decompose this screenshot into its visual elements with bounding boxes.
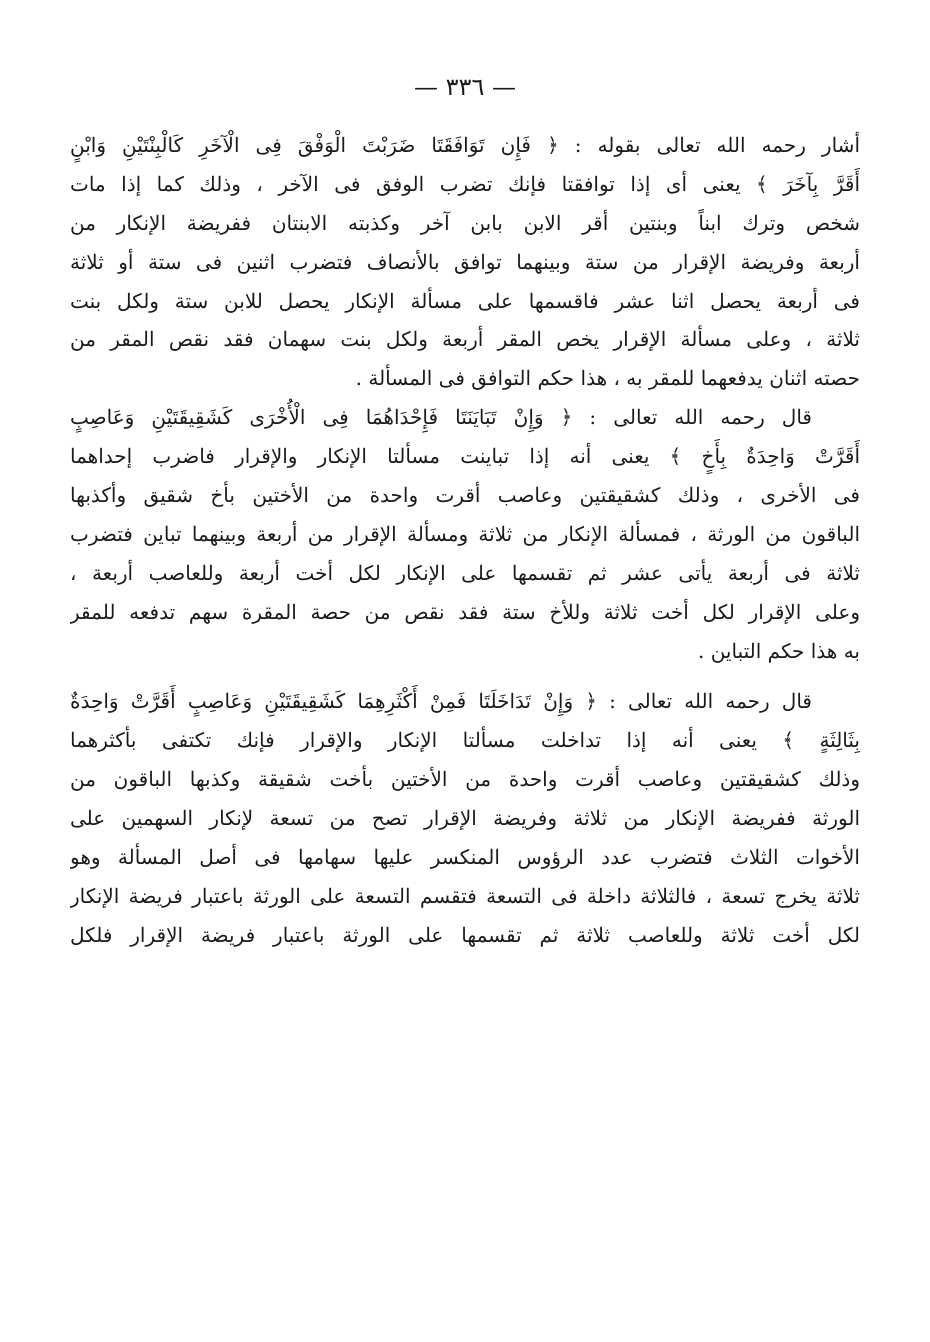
text-line: لكل أخت ثلاثة وللعاصب ثلاثة ثم تقسمها على الورثة باعتبار فريضة الإقرار فلكل: [70, 922, 860, 947]
text-line: فى أربعة يحصل اثنا عشر فاقسمها على مسألة الإنكار يحصل للابن ستة ولكل بنت: [70, 288, 860, 313]
text-line: ثلاثة فى أربعة يأتى عشر ثم تقسمها على الإنكار لكل أخت أربعة وللعاصب أربعة ،: [70, 560, 860, 585]
text-line: أربعة وفريضة الإقرار من ستة وبينهما توافق بالأنصاف فتضرب اثنين فى ستة أو ثلاثة: [70, 249, 860, 274]
text-line: قال رحمه الله تعالى : ﴿ وَإِنْ تَدَاخَلَتَا فَمِنْ أَكْثَرِهِمَا كَشَقِيقَتَيْنِ وَعَاصِبٍ أَقَرَّتْ وَاحِدَةٌ: [70, 689, 812, 714]
text-line: الورثة ففريضة الإنكار من ثلاثة وفريضة الإقرار تصح من تسعة لإنكار السهمين على: [70, 806, 860, 831]
text-line: ثلاثة يخرج تسعة ، فالثلاثة داخلة فى التسعة فتقسم التسعة على الورثة باعتبار فريضة الإنكار: [70, 883, 860, 908]
page-number: — ٣٣٦ —: [414, 73, 516, 101]
paragraph-gap: [70, 670, 860, 682]
text-line: حصته اثنان يدفعهما للمقر به ، هذا حكم التوافق فى المسألة .: [355, 366, 860, 391]
text-line: أَقَرَّ بِآخَرَ ﴾ يعنى أى إذا توافقتا فإنك تضرب الوفق فى الآخر ، وذلك كما إذا مات: [70, 171, 860, 196]
text-line: به هذا حكم التباين .: [697, 638, 860, 663]
text-line: وذلك كشقيقتين وعاصب أقرت واحدة من الأختين بأخت شقيقة وكذبها الباقون من: [70, 767, 860, 792]
text-line: وعلى الإقرار لكل أخت ثلاثة وللأخ ستة فقد نقص من حصة المقرة سهم تدفعه للمقر: [70, 599, 860, 624]
text-line: الباقون من الورثة ، فمسألة الإنكار من ثلاثة ومسألة الإقرار من أربعة وبينهما تباين فتضرب: [70, 521, 860, 546]
text-line: أَقَرَّتْ وَاحِدَةٌ بِأَخٍ ﴾ يعنى أنه إذا تباينت مسألتا الإنكار والإقرار فاضرب إحداهما: [70, 444, 860, 469]
paragraph-3: [70, 682, 860, 954]
paragraph-2: [70, 398, 860, 670]
text-line: قال رحمه الله تعالى : ﴿ وَإِنْ تَبَايَنَتَا فَإِحْدَاهُمَا فِى الْأُخْرَى كَشَقِيقَتَيْنِ وَعَاصِبٍ: [70, 405, 812, 430]
text-line: شخص وترك ابناً وبنتين أقر الابن بابن آخر وكذبته الابنتان ففريضة الإنكار من: [70, 210, 860, 235]
paragraph-1: [70, 126, 860, 398]
body-text: [70, 126, 860, 955]
text-line: بِثَالِثَةٍ ﴾ يعنى أنه إذا تداخلت مسألتا الإنكار والإقرار فإنك تكتفى بأكثرهما: [70, 728, 860, 753]
text-line: فى الأخرى ، وذلك كشقيقتين وعاصب أقرت واحدة من الأختين بأخ شقيق وأكذبها: [70, 483, 860, 508]
text-line: الأخوات الثلاث فتضرب عدد الرؤوس المنكسر عليها سهامها فى أصل المسألة وهو: [70, 845, 860, 870]
text-line: أشار رحمه الله تعالى بقوله : ﴿ فَإِن تَوَافَقَتَا ضَرَبْتَ الْوَفْقَ فِى الْآخَرِ كَالْبِنْتَيْنِ وَابْنٍ: [70, 133, 860, 157]
text-line: ثلاثة ، وعلى مسألة الإقرار يخص المقر أربعة ولكل بنت سهمان فقد نقص المقر من: [70, 327, 860, 352]
